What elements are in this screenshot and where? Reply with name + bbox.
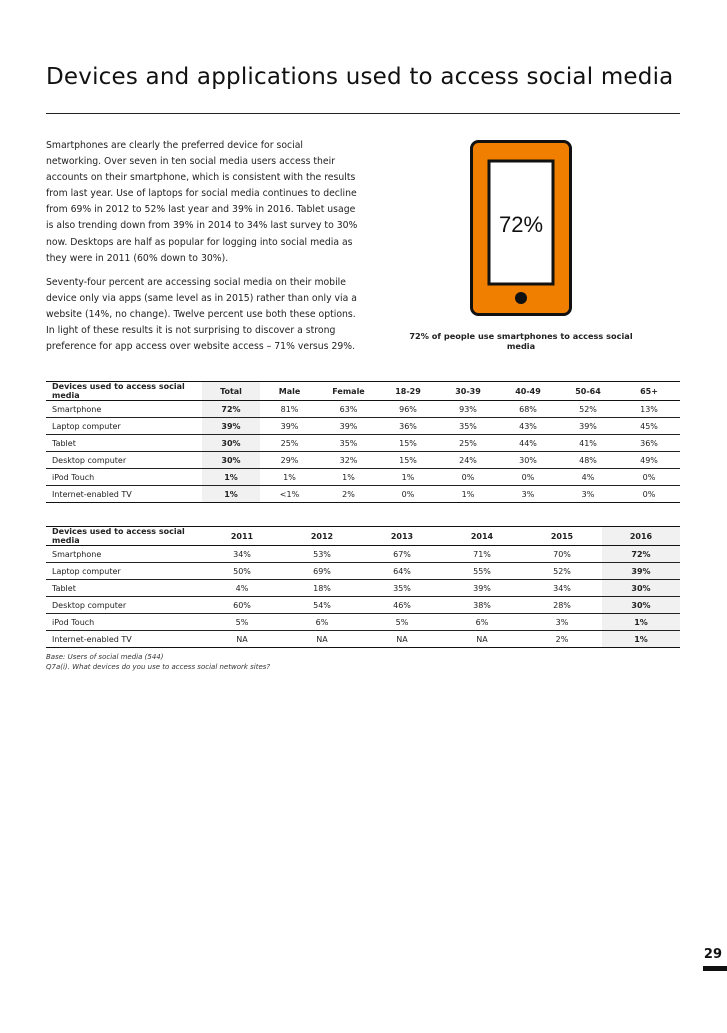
table-cell: 1% [602,614,680,631]
table-cell: 30% [202,452,260,469]
table-cell: 1% [319,469,378,486]
row-label: Smartphone [46,401,202,418]
table-cell: 0% [438,469,498,486]
table-cell: 18% [282,580,362,597]
row-label: Desktop computer [46,452,202,469]
table-cell: 35% [362,580,442,597]
table-cell: 48% [558,452,618,469]
table-header-row [46,382,680,401]
table-cell: 6% [442,614,522,631]
table-cell: 46% [362,597,442,614]
years-table [46,526,680,648]
table-row [46,597,680,614]
table-cell: 1% [202,469,260,486]
table-header-row [46,527,680,546]
table-cell: 34% [522,580,602,597]
table-cell: 71% [442,546,522,563]
table-cell: 55% [442,563,522,580]
table-cell: 49% [618,452,680,469]
table-notes [46,652,270,672]
table-cell: <1% [260,486,319,503]
table-cell: 81% [260,401,319,418]
table-cell: 35% [438,418,498,435]
page-number-bar [703,966,727,971]
table-row [46,435,680,452]
row-label: Tablet [46,435,202,452]
table-cell: 4% [558,469,618,486]
infographic-caption: 72% of people use smartphones to access social media [409,331,633,351]
row-label: iPod Touch [46,469,202,486]
table-cell: 30% [602,597,680,614]
table-cell: 50% [202,563,282,580]
table-cell: 69% [282,563,362,580]
table-cell: 1% [378,469,438,486]
table-cell: NA [362,631,442,648]
intro-paragraph-2: Seventy-four percent are accessing social media on their mobile device only via apps (same level as in 2015) rather than only via a website (14%, no change). Twelve percent use both these options. In light of these results it is not surprising to discover a strong preference for app access over website access – 71% versus 29%. [46,276,357,353]
table-cell: 24% [438,452,498,469]
table-cell: 13% [618,401,680,418]
table-cell: 5% [362,614,442,631]
table-cell: 0% [378,486,438,503]
table-cell: 1% [438,486,498,503]
table-cell: 52% [558,401,618,418]
table-cell: 67% [362,546,442,563]
table-row [46,418,680,435]
table-cell: NA [442,631,522,648]
column-header: 50-64 [558,382,618,401]
intro-paragraph-1: Smartphones are clearly the preferred device for social networking. Over seven in ten social media users access their accounts on their smartphone, which is consistent with the results from last year. Use of laptops for social media continues to decline from 69% in 2012 to 52% last year and 39% in 2016. Tablet usage is also trending down from 39% in 2014 to 34% last survey to 30% now. Desktops are half as popular for logging into social media as they were in 2011 (60% down to 30%). [46,140,358,264]
table-row [46,563,680,580]
table-cell: 39% [260,418,319,435]
table-cell: 2% [522,631,602,648]
row-label: iPod Touch [46,614,202,631]
row-label: Desktop computer [46,597,202,614]
table-cell: 45% [618,418,680,435]
table-cell: 28% [522,597,602,614]
table-cell: 5% [202,614,282,631]
table-cell: 52% [522,563,602,580]
table-cell: 38% [442,597,522,614]
table-cell: 3% [522,614,602,631]
column-header: 30-39 [438,382,498,401]
table-cell: 39% [558,418,618,435]
smartphone-percentage: 72% [498,212,544,237]
table-cell: 39% [442,580,522,597]
page-title: Devices and applications used to access social media [46,64,674,90]
question-note: Q7a(i). What devices do you use to access social network sites? [46,663,271,671]
table-cell: 0% [618,486,680,503]
table-cell: 32% [319,452,378,469]
table-cell: 25% [260,435,319,452]
table-cell: 93% [438,401,498,418]
column-header: 18-29 [378,382,438,401]
table-cell: NA [202,631,282,648]
column-header: Total [202,382,260,401]
table-cell: 0% [618,469,680,486]
table-cell: 53% [282,546,362,563]
table-cell: 39% [602,563,680,580]
table-cell: 54% [282,597,362,614]
smartphone-infographic [470,140,572,316]
table-cell: 6% [282,614,362,631]
table-cell: 25% [438,435,498,452]
table-cell: 4% [202,580,282,597]
title-divider [46,113,680,114]
column-header: 2015 [522,527,602,546]
column-header: 2013 [362,527,442,546]
row-label: Smartphone [46,546,202,563]
table-cell: 72% [602,546,680,563]
table-cell: 3% [558,486,618,503]
table-cell: 72% [202,401,260,418]
table-cell: 0% [498,469,558,486]
column-header-device: Devices used to access social media [46,527,202,546]
table-row [46,614,680,631]
table-cell: 41% [558,435,618,452]
column-header: 40-49 [498,382,558,401]
column-header: 65+ [618,382,680,401]
page-number: 29 [703,947,722,962]
table-row [46,546,680,563]
table-cell: 44% [498,435,558,452]
table-cell: 64% [362,563,442,580]
table-cell: 39% [202,418,260,435]
column-header: 2011 [202,527,282,546]
table-cell: 96% [378,401,438,418]
smartphone-icon [470,140,572,316]
column-header: 2016 [602,527,680,546]
row-label: Tablet [46,580,202,597]
table-cell: 60% [202,597,282,614]
table-cell: 1% [260,469,319,486]
row-label: Internet-enabled TV [46,631,202,648]
table-cell: 70% [522,546,602,563]
table-cell: 2% [319,486,378,503]
column-header-device: Devices used to access social media [46,382,202,401]
table-cell: 1% [602,631,680,648]
table-cell: NA [282,631,362,648]
intro-text [46,138,358,363]
table-cell: 35% [319,435,378,452]
table-cell: 15% [378,435,438,452]
table-cell: 1% [202,486,260,503]
table-cell: 63% [319,401,378,418]
table-row [46,631,680,648]
table-cell: 34% [202,546,282,563]
table-cell: 36% [378,418,438,435]
table-row [46,469,680,486]
table-cell: 36% [618,435,680,452]
column-header: 2014 [442,527,522,546]
table-cell: 30% [498,452,558,469]
table-cell: 29% [260,452,319,469]
table-row [46,401,680,418]
table-cell: 68% [498,401,558,418]
column-header: Male [260,382,319,401]
table-row [46,580,680,597]
table-cell: 15% [378,452,438,469]
base-note: Base: Users of social media (544) [46,653,164,661]
table-cell: 30% [602,580,680,597]
demographics-table [46,381,680,503]
table-row [46,486,680,503]
table-cell: 39% [319,418,378,435]
row-label: Internet-enabled TV [46,486,202,503]
row-label: Laptop computer [46,563,202,580]
table-cell: 30% [202,435,260,452]
column-header: Female [319,382,378,401]
column-header: 2012 [282,527,362,546]
table-cell: 3% [498,486,558,503]
table-row [46,452,680,469]
row-label: Laptop computer [46,418,202,435]
table-cell: 43% [498,418,558,435]
